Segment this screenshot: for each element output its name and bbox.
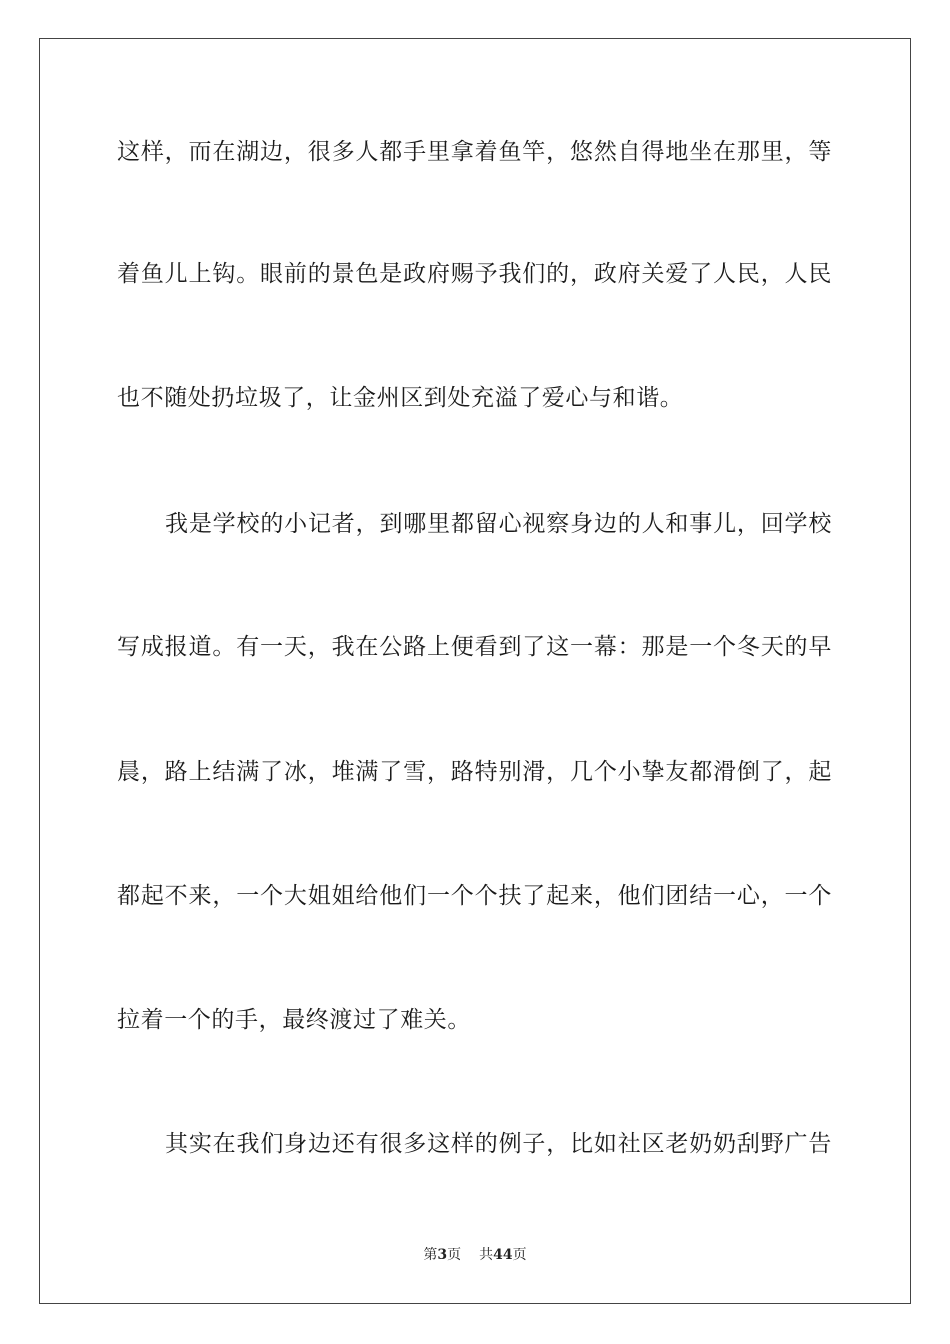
total-suffix: 页 — [512, 1247, 527, 1263]
paragraph-line: 其实在我们身边还有很多这样的例子，比如社区老奶奶刮野广告 — [165, 1131, 832, 1157]
page-suffix: 页 — [447, 1247, 462, 1263]
total-pages: 44 — [493, 1247, 513, 1263]
page-border — [39, 38, 911, 1304]
paragraph-line: 晨，路上结满了冰，堆满了雪，路特别滑，几个小挚友都滑倒了，起 — [117, 759, 832, 785]
paragraph-line: 都起不来，一个大姐姐给他们一个个扶了起来，他们团结一心，一个 — [117, 883, 832, 909]
paragraph-line: 我是学校的小记者，到哪里都留心视察身边的人和事儿，回学校 — [165, 511, 832, 537]
paragraph-line: 着鱼儿上钩。眼前的景色是政府赐予我们的，政府关爱了人民，人民 — [117, 261, 832, 287]
page-number: 3 — [437, 1247, 448, 1263]
paragraph-line: 拉着一个的手，最终渡过了难关。 — [117, 1007, 471, 1033]
page-footer — [0, 1246, 950, 1264]
paragraph-line: 也不随处扔垃圾了，让金州区到处充溢了爱心与和谐。 — [117, 385, 684, 411]
paragraph-line: 写成报道。有一天，我在公路上便看到了这一幕：那是一个冬天的早 — [117, 634, 832, 660]
total-prefix: 共 — [479, 1247, 494, 1263]
paragraph-line: 这样，而在湖边，很多人都手里拿着鱼竿，悠然自得地坐在那里，等 — [117, 139, 832, 165]
page-prefix: 第 — [423, 1247, 438, 1263]
